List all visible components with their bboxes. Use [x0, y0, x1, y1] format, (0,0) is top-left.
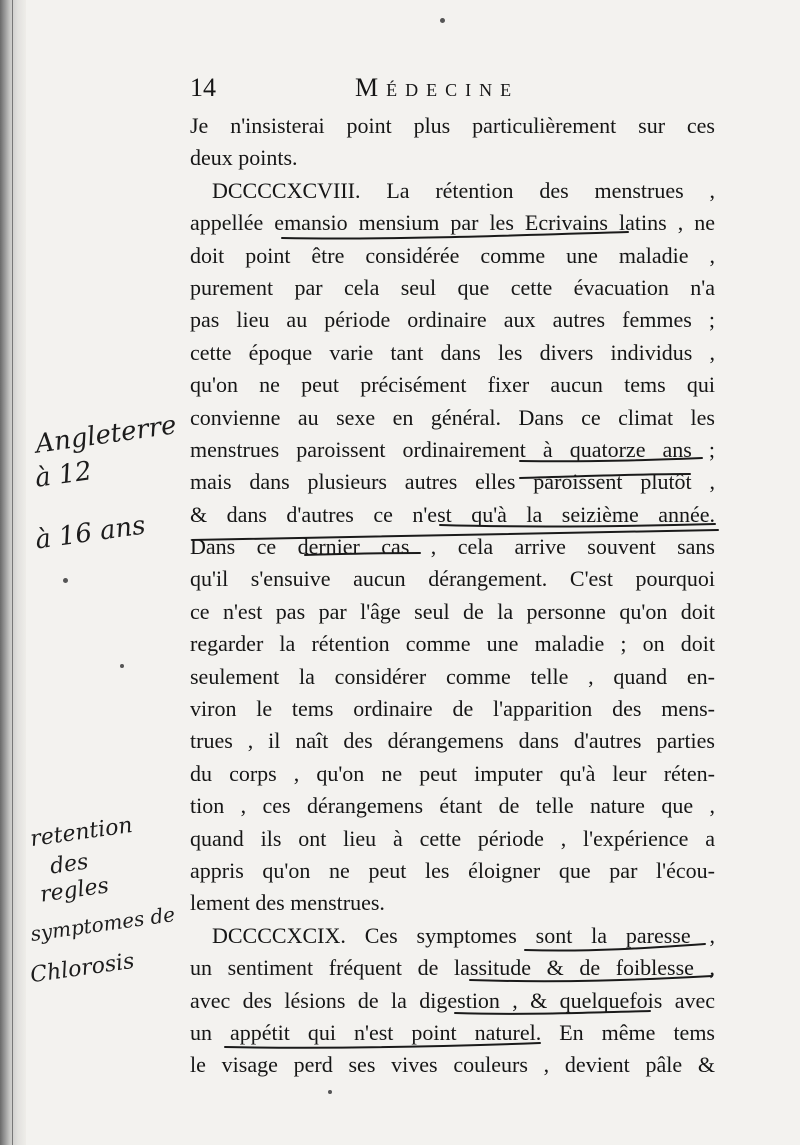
- text-line: avec des lésions de la digestion , & quelquefois avec: [190, 987, 715, 1013]
- text-line: Je n'insisterai point plus particulièrement sur ces: [190, 113, 715, 138]
- paper-speck: [440, 18, 445, 23]
- margin-notes: [30, 400, 180, 1000]
- text-line: seulement la considérer comme telle , quand en-: [190, 663, 715, 689]
- margin-note: symptomes de: [29, 901, 177, 947]
- margin-note: Angleterre: [33, 410, 179, 460]
- text-line: qu'il s'ensuive aucun dérangement. C'est pourquoi: [190, 566, 715, 592]
- text-line: un appétit qui n'est point naturel. En même tems: [190, 1019, 715, 1045]
- margin-note: à 12: [33, 456, 94, 494]
- text-line: du corps , qu'on ne peut imputer qu'à leur réten-: [190, 760, 715, 786]
- text-line: ce n'est pas par l'âge seul de la personne qu'on doit: [190, 598, 715, 624]
- text-line: quand ils ont lieu à cette période , l'expérience a: [190, 825, 715, 851]
- text-line: lement des menstrues.: [190, 890, 385, 916]
- binding-edge-line: [12, 0, 13, 1145]
- text-line: deux points.: [190, 145, 298, 171]
- paper-speck: [63, 578, 68, 583]
- text-line: regarder la rétention comme une maladie ; on doit: [190, 631, 715, 657]
- section-title: Médecine: [355, 73, 520, 102]
- margin-note: retention: [28, 812, 135, 853]
- text-line: pas lieu au période ordinaire aux autres femmes ;: [190, 307, 715, 333]
- text-line: menstrues paroissent ordinairement à quatorze ans ;: [190, 436, 715, 462]
- running-head: [190, 72, 730, 104]
- body-text: [190, 110, 715, 1082]
- text-line: doit point être considérée comme une maladie ,: [190, 242, 715, 268]
- text-line: purement par cela seul que cette évacuation n'a: [190, 274, 715, 300]
- paragraph-heading-line: DCCCCXCVIII. La rétention des menstrues ,: [212, 177, 715, 203]
- text-line: Dans ce dernier cas , cela arrive souvent sans: [190, 534, 715, 560]
- text-line: qu'on ne peut précisément fixer aucun tems qui: [190, 372, 715, 398]
- text-line: tion , ces dérangemens étant de telle nature que ,: [190, 793, 715, 819]
- margin-note: des: [48, 849, 90, 880]
- text-line: & dans d'autres ce n'est qu'à la seizième année.: [190, 501, 715, 527]
- text-line: convienne au sexe en général. Dans ce climat les: [190, 404, 715, 430]
- paper-speck: [328, 1090, 332, 1094]
- text-line: mais dans plusieurs autres elles paroissent plutôt ,: [190, 469, 715, 495]
- text-line: cette époque varie tant dans les divers individus ,: [190, 339, 715, 365]
- page-number: 14: [190, 73, 216, 102]
- text-line: trues , il naît des dérangemens dans d'autres parties: [190, 728, 715, 754]
- paragraph-heading-line: DCCCCXCIX. Ces symptomes sont la paresse ,: [212, 922, 715, 948]
- text-line: un sentiment fréquent de lassitude & de foiblesse ,: [190, 955, 715, 981]
- margin-note: regles: [38, 873, 111, 908]
- paper-speck: [120, 664, 124, 668]
- margin-note: Chlorosis: [28, 948, 136, 989]
- text-line: appellée emansio mensium par les Ecrivains latins , ne: [190, 210, 715, 236]
- text-line: appris qu'on ne peut les éloigner que par l'écou-: [190, 857, 715, 883]
- text-line: le visage perd ses vives couleurs , devient pâle &: [190, 1052, 715, 1078]
- text-line: viron le tems ordinaire de l'apparition des mens-: [190, 696, 715, 722]
- book-binding-shadow: [0, 0, 26, 1145]
- margin-note: à 16 ans: [33, 510, 148, 556]
